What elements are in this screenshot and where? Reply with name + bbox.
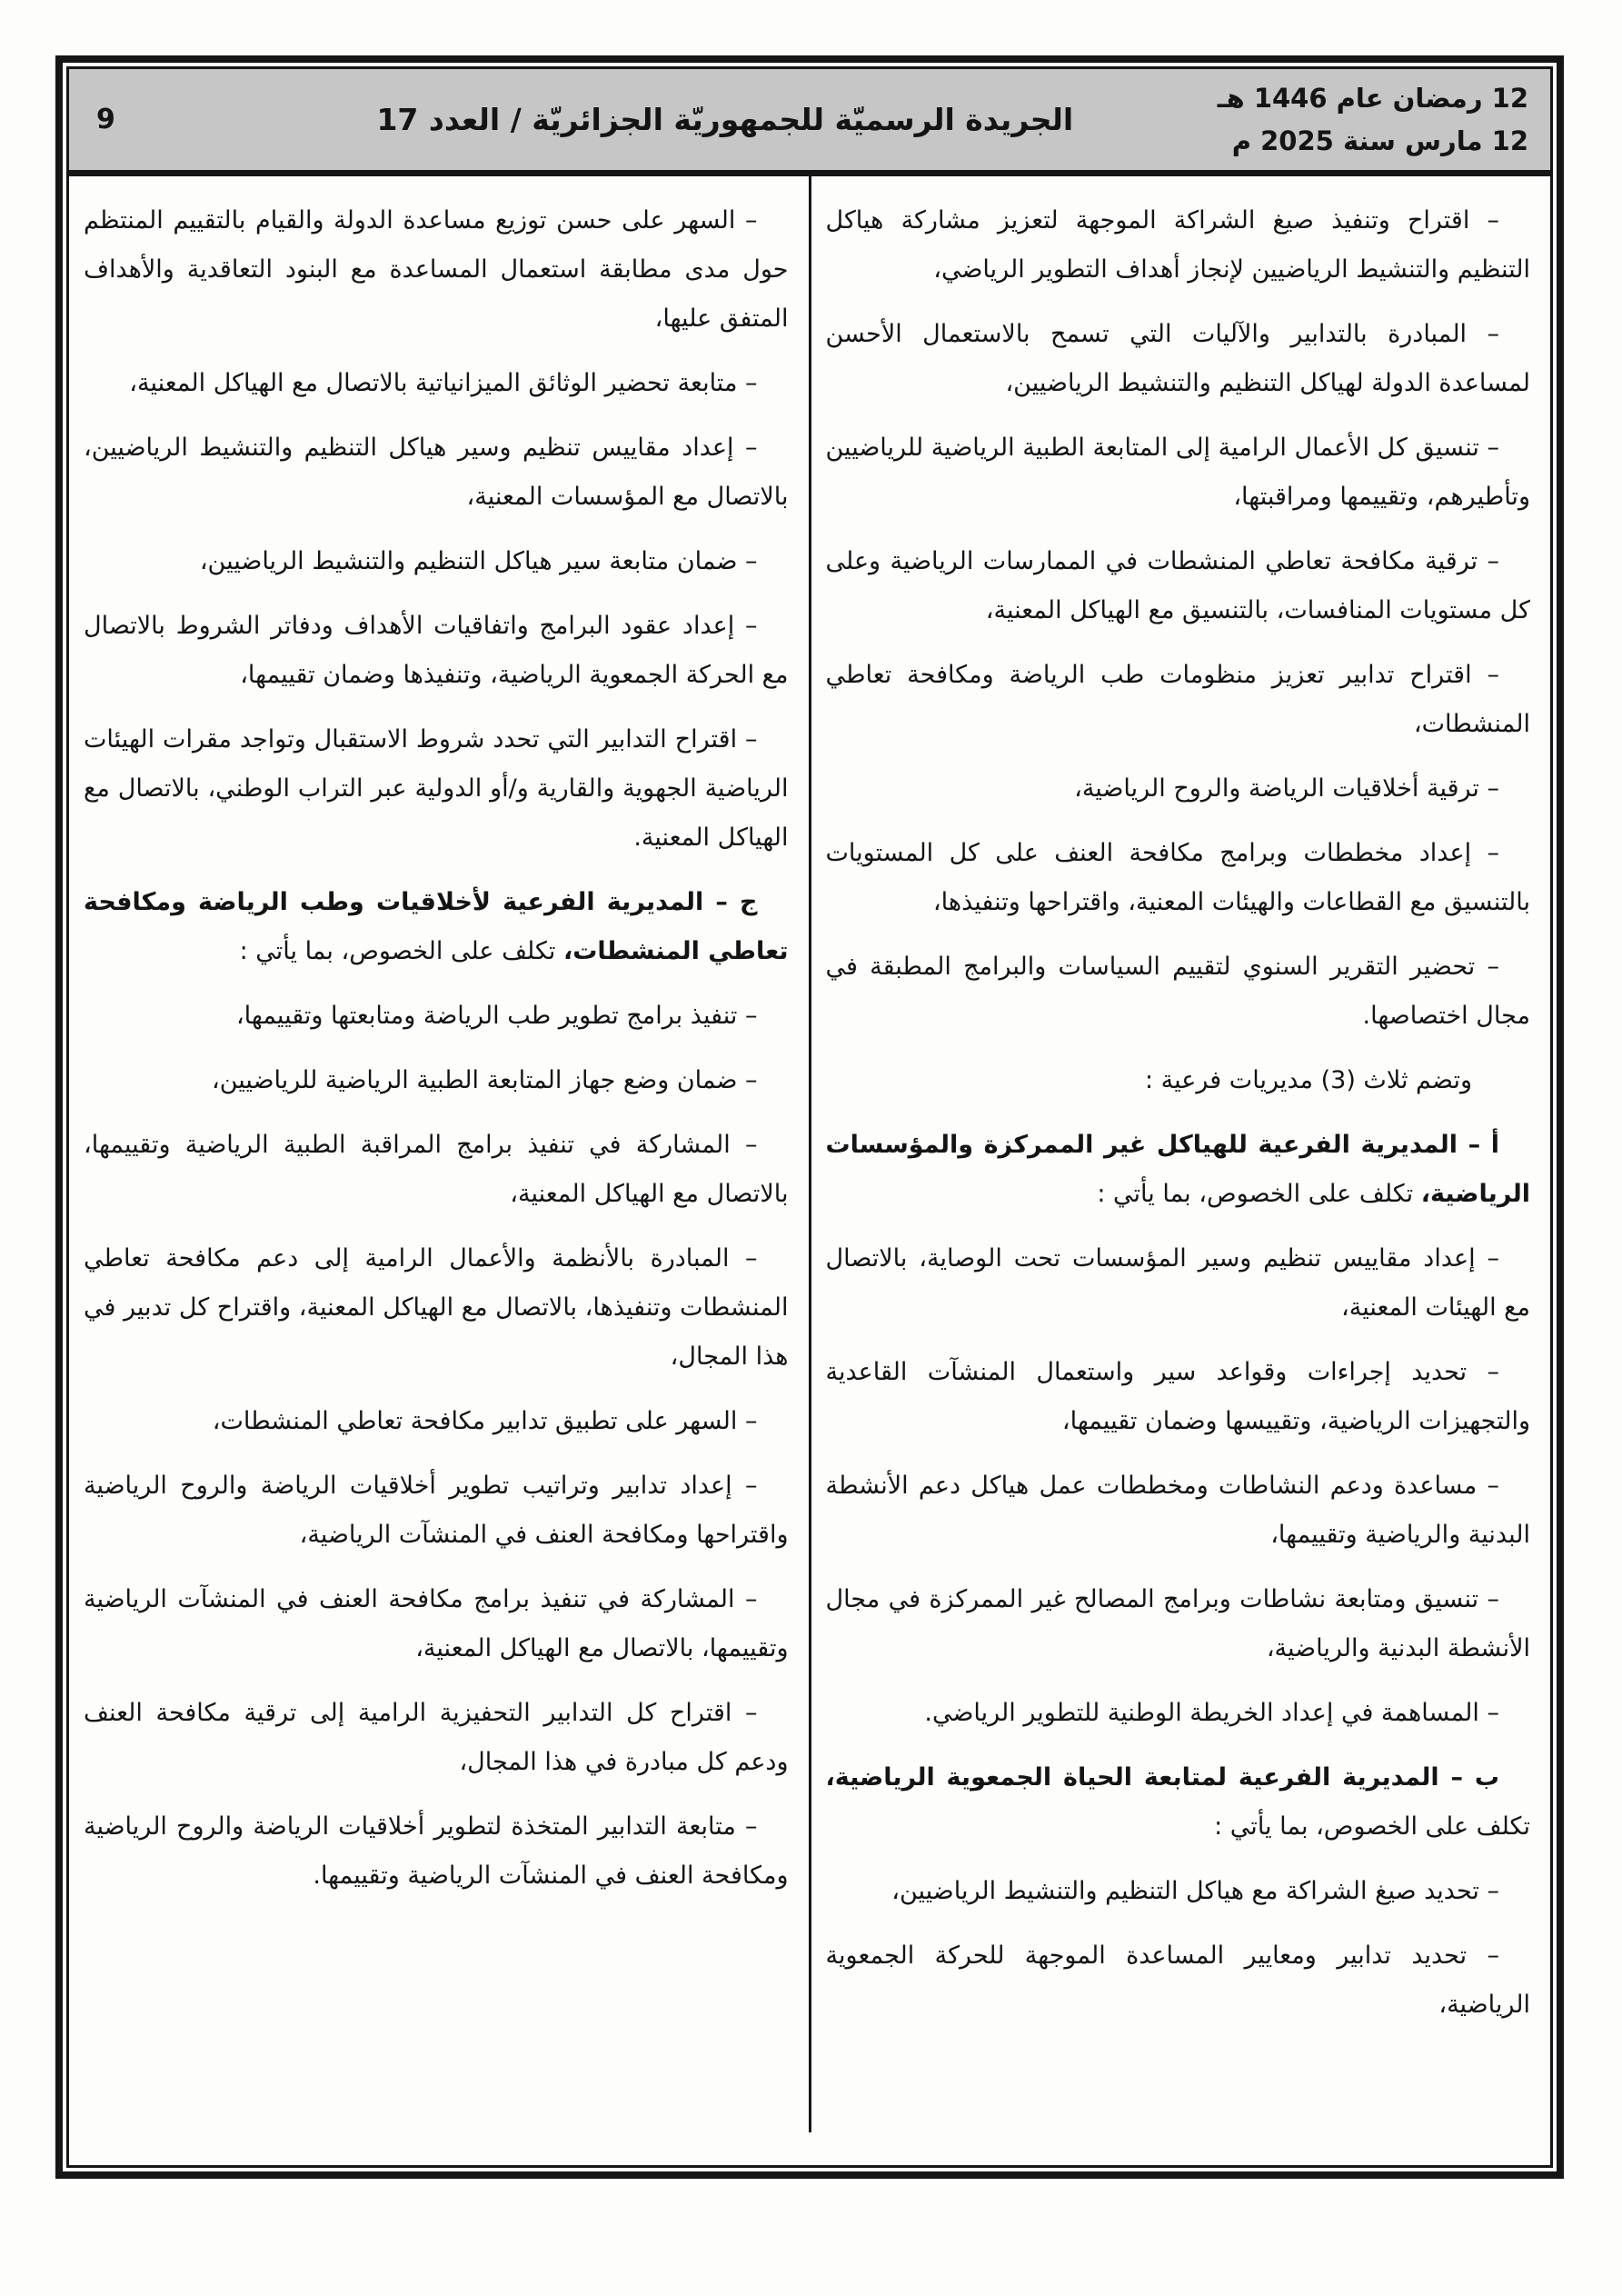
paragraph: – السهر على حسن توزيع مساعدة الدولة والقيام بالتقييم المنتظم حول مدى مطابقة استعمال المساعدة مع البنود التعاقدية والأهداف المتفق عليها، (84, 206, 789, 333)
page-frame-inner (66, 66, 1553, 2168)
paragraph: – السهر على تطبيق تدابير مكافحة تعاطي المنشطات، (212, 1407, 758, 1435)
journal-header (69, 69, 1550, 176)
subdirectorate-heading: ج – المديرية الفرعية لأخلاقيات وطب الرياضة ومكافحة تعاطي المنشطات، تكلف على الخصوص، بما يأتي : (84, 888, 789, 965)
subdirectorate-heading: أ – المديرية الفرعية للهياكل غير الممركزة والمؤسسات الرياضية، تكلف على الخصوص، بما يأتي : (825, 1131, 1530, 1208)
paragraph: – إعداد مقاييس تنظيم وسير هياكل التنظيم والتنشيط الرياضيين، بالاتصال مع المؤسسات المعنية، (84, 434, 789, 511)
paragraph: – ترقية أخلاقيات الرياضة والروح الرياضية، (1074, 774, 1499, 803)
paragraph: – المبادرة بالتدابير والآليات التي تسمح بالاستعمال الأحسن لمساعدة الدولة لهياكل التنظيم والتنشيط الرياضيين، (825, 320, 1530, 397)
right-column (811, 176, 1551, 2165)
paragraph: – تحديد تدابير ومعايير المساعدة الموجهة للحركة الجمعوية الرياضية، (825, 1942, 1530, 2019)
paragraph: – المساهمة في إعداد الخريطة الوطنية للتطوير الرياضي. (924, 1699, 1499, 1727)
paragraph: – تحديد صيغ الشراكة مع هياكل التنظيم والتنشيط الرياضيين، (891, 1877, 1499, 1905)
paragraph: – اقتراح التدابير التي تحدد شروط الاستقبال وتواجد مقرات الهيئات الرياضية الجهوية والقارية و/أو الدولية عبر التراب الوطني، بالاتصال مع الهياكل المعنية. (84, 725, 789, 852)
paragraph: – متابعة التدابير المتخذة لتطوير أخلاقيات الرياضة والروح الرياضية ومكافحة العنف في المنشآت الرياضية وتقييمها. (84, 1812, 789, 1890)
paragraph: – ضمان متابعة سير هياكل التنظيم والتنشيط الرياضيين، (199, 547, 758, 575)
paragraph: – مساعدة ودعم النشاطات ومخططات عمل هياكل دعم الأنشطة البدنية والرياضية وتقييمها، (825, 1472, 1530, 1549)
paragraph: – إعداد مخططات وبرامج مكافحة العنف على كل المستويات بالتنسيق مع القطاعات والهيئات المعنية، واقتراحها وتنفيذها، (825, 839, 1530, 916)
paragraph: وتضم ثلاث (3) مديريات فرعية : (1145, 1066, 1472, 1094)
paragraph: – إعداد تدابير وتراتيب تطوير أخلاقيات الرياضة والروح الرياضية واقتراحها ومكافحة العنف في المنشآت الرياضية، (84, 1472, 789, 1549)
page-number: 9 (96, 104, 115, 135)
paragraph: – اقتراح وتنفيذ صيغ الشراكة الموجهة لتعزيز مشاركة هياكل التنظيم والتنشيط الرياضيين لإنجاز أهداف التطوير الرياضي، (825, 206, 1530, 284)
paragraph: – إعداد عقود البرامج واتفاقيات الأهداف ودفاتر الشروط بالاتصال مع الحركة الجمعوية الرياضية، وتنفيذها وضمان تقييمها، (84, 612, 789, 689)
page-body (69, 176, 1550, 2165)
paragraph: – تحديد إجراءات وقواعد سير واستعمال المنشآت القاعدية والتجهيزات الرياضية، وتقييسها وضمان تقييمها، (825, 1358, 1530, 1435)
paragraph: – المبادرة بالأنظمة والأعمال الرامية إلى دعم مكافحة تعاطي المنشطات وتنفيذها، بالاتصال مع الهياكل المعنية، واقتراح كل تدبير في هذا المجال، (84, 1244, 789, 1371)
paragraph: – اقتراح كل التدابير التحفيزية الرامية إلى ترقية مكافحة العنف ودعم كل مبادرة في هذا المجال، (84, 1699, 789, 1776)
journal-title: الجريدة الرسميّة للجمهوريّة الجزائريّة / العدد 17 (376, 102, 1074, 137)
paragraph: – المشاركة في تنفيذ برامج مكافحة العنف في المنشآت الرياضية وتقييمها، بالاتصال مع الهياكل المعنية، (84, 1585, 789, 1662)
paragraph: – تنسيق كل الأعمال الرامية إلى المتابعة الطبية الرياضية للرياضيين وتأطيرهم، وتقييمها ومراقبتها، (825, 434, 1530, 511)
paragraph: – متابعة تحضير الوثائق الميزانياتية بالاتصال مع الهياكل المعنية، (129, 369, 758, 397)
paragraph: – تنفيذ برامج تطوير طب الرياضة ومتابعتها وتقييمها، (235, 1002, 758, 1030)
page-frame (55, 55, 1564, 2179)
gregorian-date: 12 مارس سنة 2025 م (1231, 125, 1528, 156)
subdirectorate-heading: ب – المديرية الفرعية لمتابعة الحياة الجمعوية الرياضية، تكلف على الخصوص، بما يأتي : (825, 1763, 1530, 1841)
paragraph: – تحضير التقرير السنوي لتقييم السياسات والبرامج المطبقة في مجال اختصاصها. (825, 953, 1530, 1030)
hijri-date: 12 رمضان عام 1446 هـ (1217, 82, 1528, 114)
left-column (69, 176, 809, 2165)
paragraph: – ضمان وضع جهاز المتابعة الطبية الرياضية للرياضيين، (212, 1066, 758, 1094)
paragraph: – إعداد مقاييس تنظيم وسير المؤسسات تحت الوصاية، بالاتصال مع الهيئات المعنية، (825, 1244, 1530, 1322)
paragraph: – اقتراح تدابير تعزيز منظومات طب الرياضة ومكافحة تعاطي المنشطات، (825, 661, 1530, 738)
paragraph: – المشاركة في تنفيذ برامج المراقبة الطبية الرياضية وتقييمها، بالاتصال مع الهياكل المعنية، (84, 1131, 789, 1208)
paragraph: – تنسيق ومتابعة نشاطات وبرامج المصالح غير الممركزة في مجال الأنشطة البدنية والرياضية، (825, 1585, 1530, 1662)
issue-dates (1218, 77, 1532, 163)
paragraph: – ترقية مكافحة تعاطي المنشطات في الممارسات الرياضية وعلى كل مستويات المنافسات، بالتنسيق مع الهياكل المعنية، (825, 547, 1530, 624)
